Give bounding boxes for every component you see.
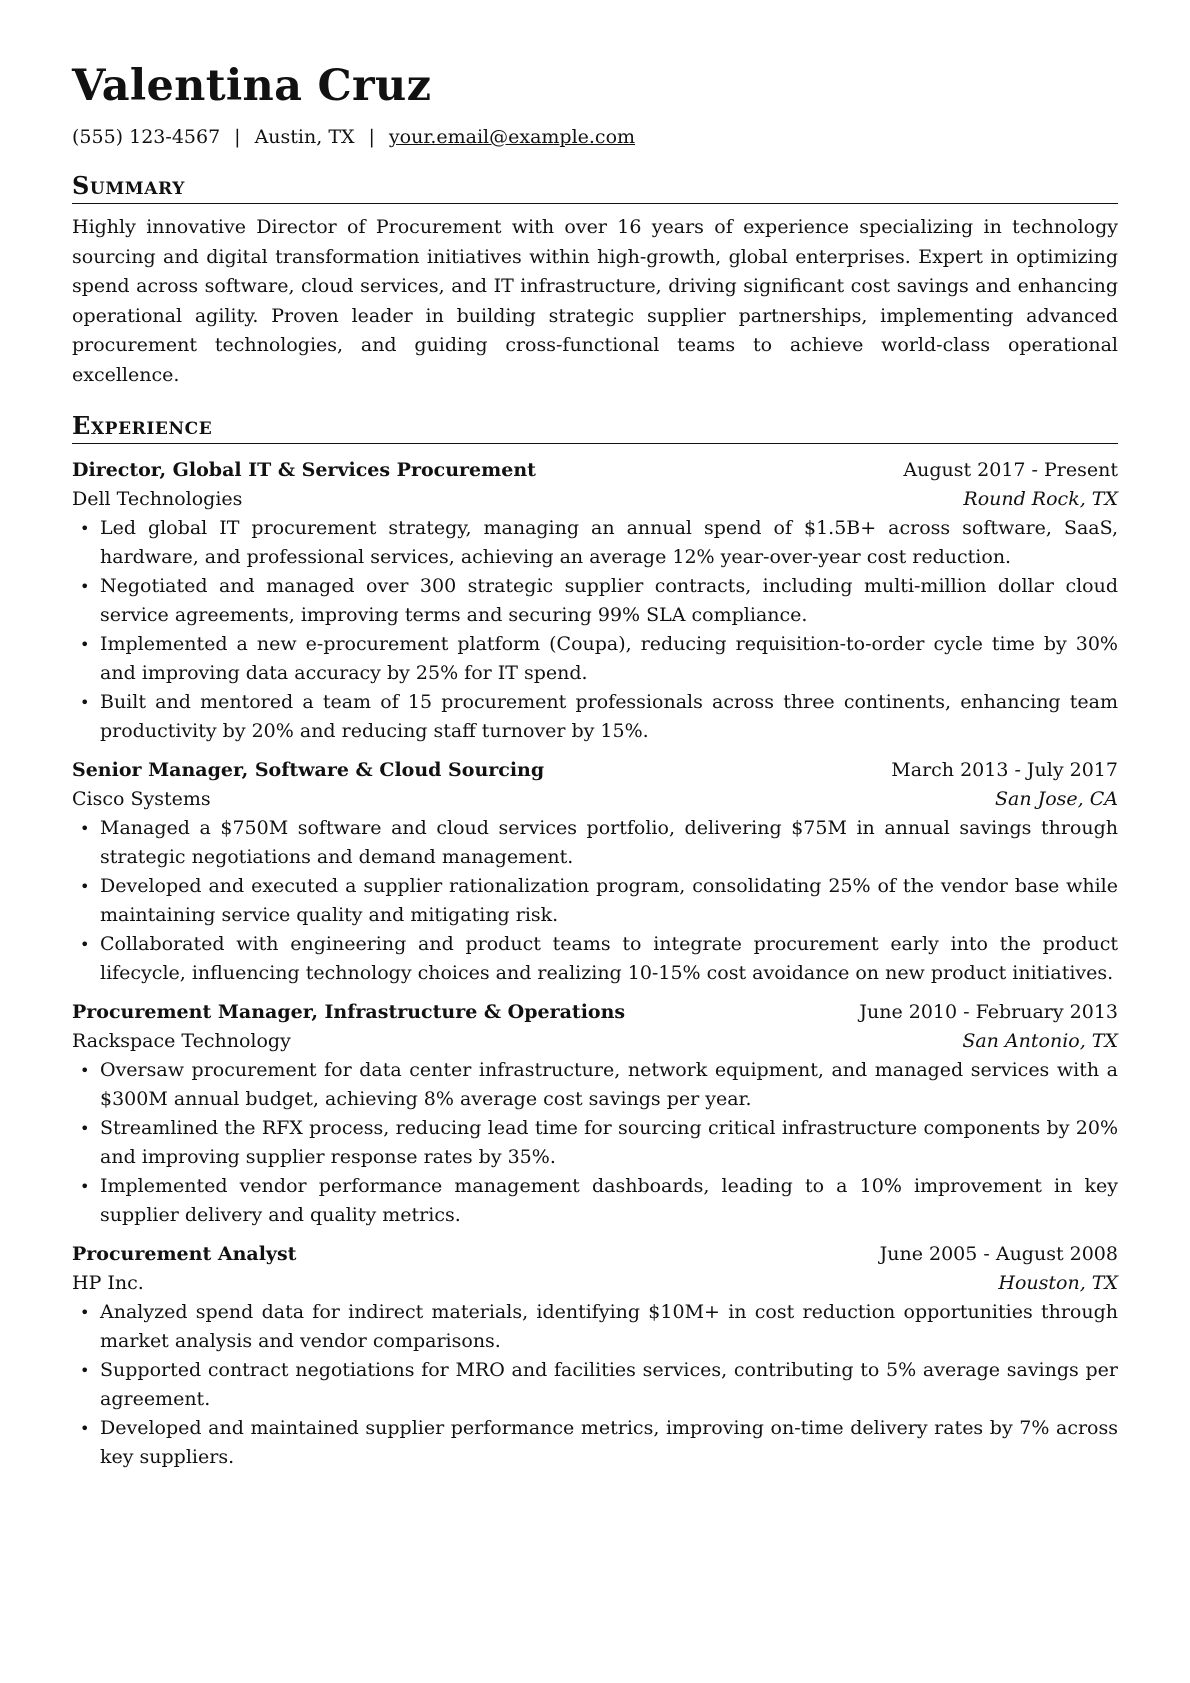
bullet-item: • Developed and executed a supplier rationalization program, consolidating 25% of the vendor base while maintaining service quality and mitigating risk.	[100, 872, 1118, 930]
bullet-item: • Implemented a new e-procurement platform (Coupa), reducing requisition-to-order cycle time by 30% and improving data accuracy by 25% for IT spend.	[100, 630, 1118, 688]
summary-text: Highly innovative Director of Procurement with over 16 years of experience specializing in technology sourcing and digital transformation initiatives within high-growth, global enterprises. Expert in optimizing spend across software, cloud services, and IT infrastructure, driving significant cost savings and enhancing operational agility. Proven leader in building strategic supplier partnerships, implementing advanced procurement technologies, and guiding cross-functional teams to achieve world-class operational excellence.	[72, 216, 1118, 386]
company-name: Rackspace Technology	[72, 1030, 291, 1052]
bullet-item: • Analyzed spend data for indirect materials, identifying $10M+ in cost reduction opportunities through market analysis and vendor comparisons.	[100, 1298, 1118, 1356]
bullet-item: • Oversaw procurement for data center infrastructure, network equipment, and managed services with a $300M annual budget, achieving 8% average cost savings per year.	[100, 1056, 1118, 1114]
summary-heading: Summary	[72, 172, 1118, 204]
job-entry	[72, 998, 1118, 1230]
bullet-item: • Supported contract negotiations for MRO and facilities services, contributing to 5% average savings per agreement.	[100, 1356, 1118, 1414]
job-company-row	[72, 1027, 1118, 1056]
contact-line	[72, 124, 1118, 150]
job-dates: June 2005 - August 2008	[879, 1243, 1118, 1265]
bullet-item: • Streamlined the RFX process, reducing lead time for sourcing critical infrastructure components by 20% and improving supplier response rates by 35%.	[100, 1114, 1118, 1172]
location: Austin, TX	[254, 126, 355, 148]
bullet-item: • Managed a $750M software and cloud services portfolio, delivering $75M in annual savings through strategic negotiations and demand management.	[100, 814, 1118, 872]
phone-number: (555) 123-4567	[72, 126, 221, 148]
contact-separator: |	[368, 126, 375, 148]
bullet-item: • Developed and maintained supplier performance metrics, improving on-time delivery rates by 7% across key suppliers.	[100, 1414, 1118, 1472]
job-header-row	[72, 456, 1118, 485]
job-company-row	[72, 785, 1118, 814]
job-header-row	[72, 1240, 1118, 1269]
job-bullets	[72, 814, 1118, 988]
job-dates: June 2010 - February 2013	[859, 1001, 1118, 1023]
job-location: Round Rock, TX	[963, 488, 1118, 510]
candidate-name: Valentina Cruz	[72, 61, 432, 111]
contact-separator: |	[234, 126, 241, 148]
company-name: HP Inc.	[72, 1272, 144, 1294]
job-location: San Antonio, TX	[962, 1030, 1118, 1052]
bullet-item: • Built and mentored a team of 15 procurement professionals across three continents, enhancing team productivity by 20% and reducing staff turnover by 15%.	[100, 688, 1118, 746]
job-bullets	[72, 514, 1118, 746]
job-header-row	[72, 998, 1118, 1027]
job-dates: August 2017 - Present	[903, 459, 1118, 481]
company-name: Dell Technologies	[72, 488, 243, 510]
job-dates: March 2013 - July 2017	[891, 759, 1118, 781]
experience-list	[72, 456, 1118, 1472]
bullet-item: • Negotiated and managed over 300 strategic supplier contracts, including multi-million dollar cloud service agreements, improving terms and securing 99% SLA compliance.	[100, 572, 1118, 630]
bullet-item: • Collaborated with engineering and product teams to integrate procurement early into the product lifecycle, influencing technology choices and realizing 10-15% cost avoidance on new product initiatives.	[100, 930, 1118, 988]
job-entry	[72, 1240, 1118, 1472]
company-name: Cisco Systems	[72, 788, 211, 810]
job-title: Procurement Manager, Infrastructure & Operations	[72, 1001, 626, 1023]
bullet-item: • Led global IT procurement strategy, managing an annual spend of $1.5B+ across software, SaaS, hardware, and professional services, achieving an average 12% year-over-year cost reduction.	[100, 514, 1118, 572]
job-bullets	[72, 1056, 1118, 1230]
job-title: Senior Manager, Software & Cloud Sourcing	[72, 759, 545, 781]
job-title: Procurement Analyst	[72, 1243, 297, 1265]
job-company-row	[72, 485, 1118, 514]
job-header-row	[72, 756, 1118, 785]
experience-heading: Experience	[72, 412, 1118, 444]
email-link[interactable]: your.email@example.com	[388, 126, 636, 148]
job-entry	[72, 456, 1118, 746]
job-location: Houston, TX	[998, 1272, 1118, 1294]
job-company-row	[72, 1269, 1118, 1298]
job-location: San Jose, CA	[994, 788, 1118, 810]
job-entry	[72, 756, 1118, 988]
bullet-item: • Implemented vendor performance management dashboards, leading to a 10% improvement in key supplier delivery and quality metrics.	[100, 1172, 1118, 1230]
job-title: Director, Global IT & Services Procurement	[72, 459, 536, 481]
job-bullets	[72, 1298, 1118, 1472]
